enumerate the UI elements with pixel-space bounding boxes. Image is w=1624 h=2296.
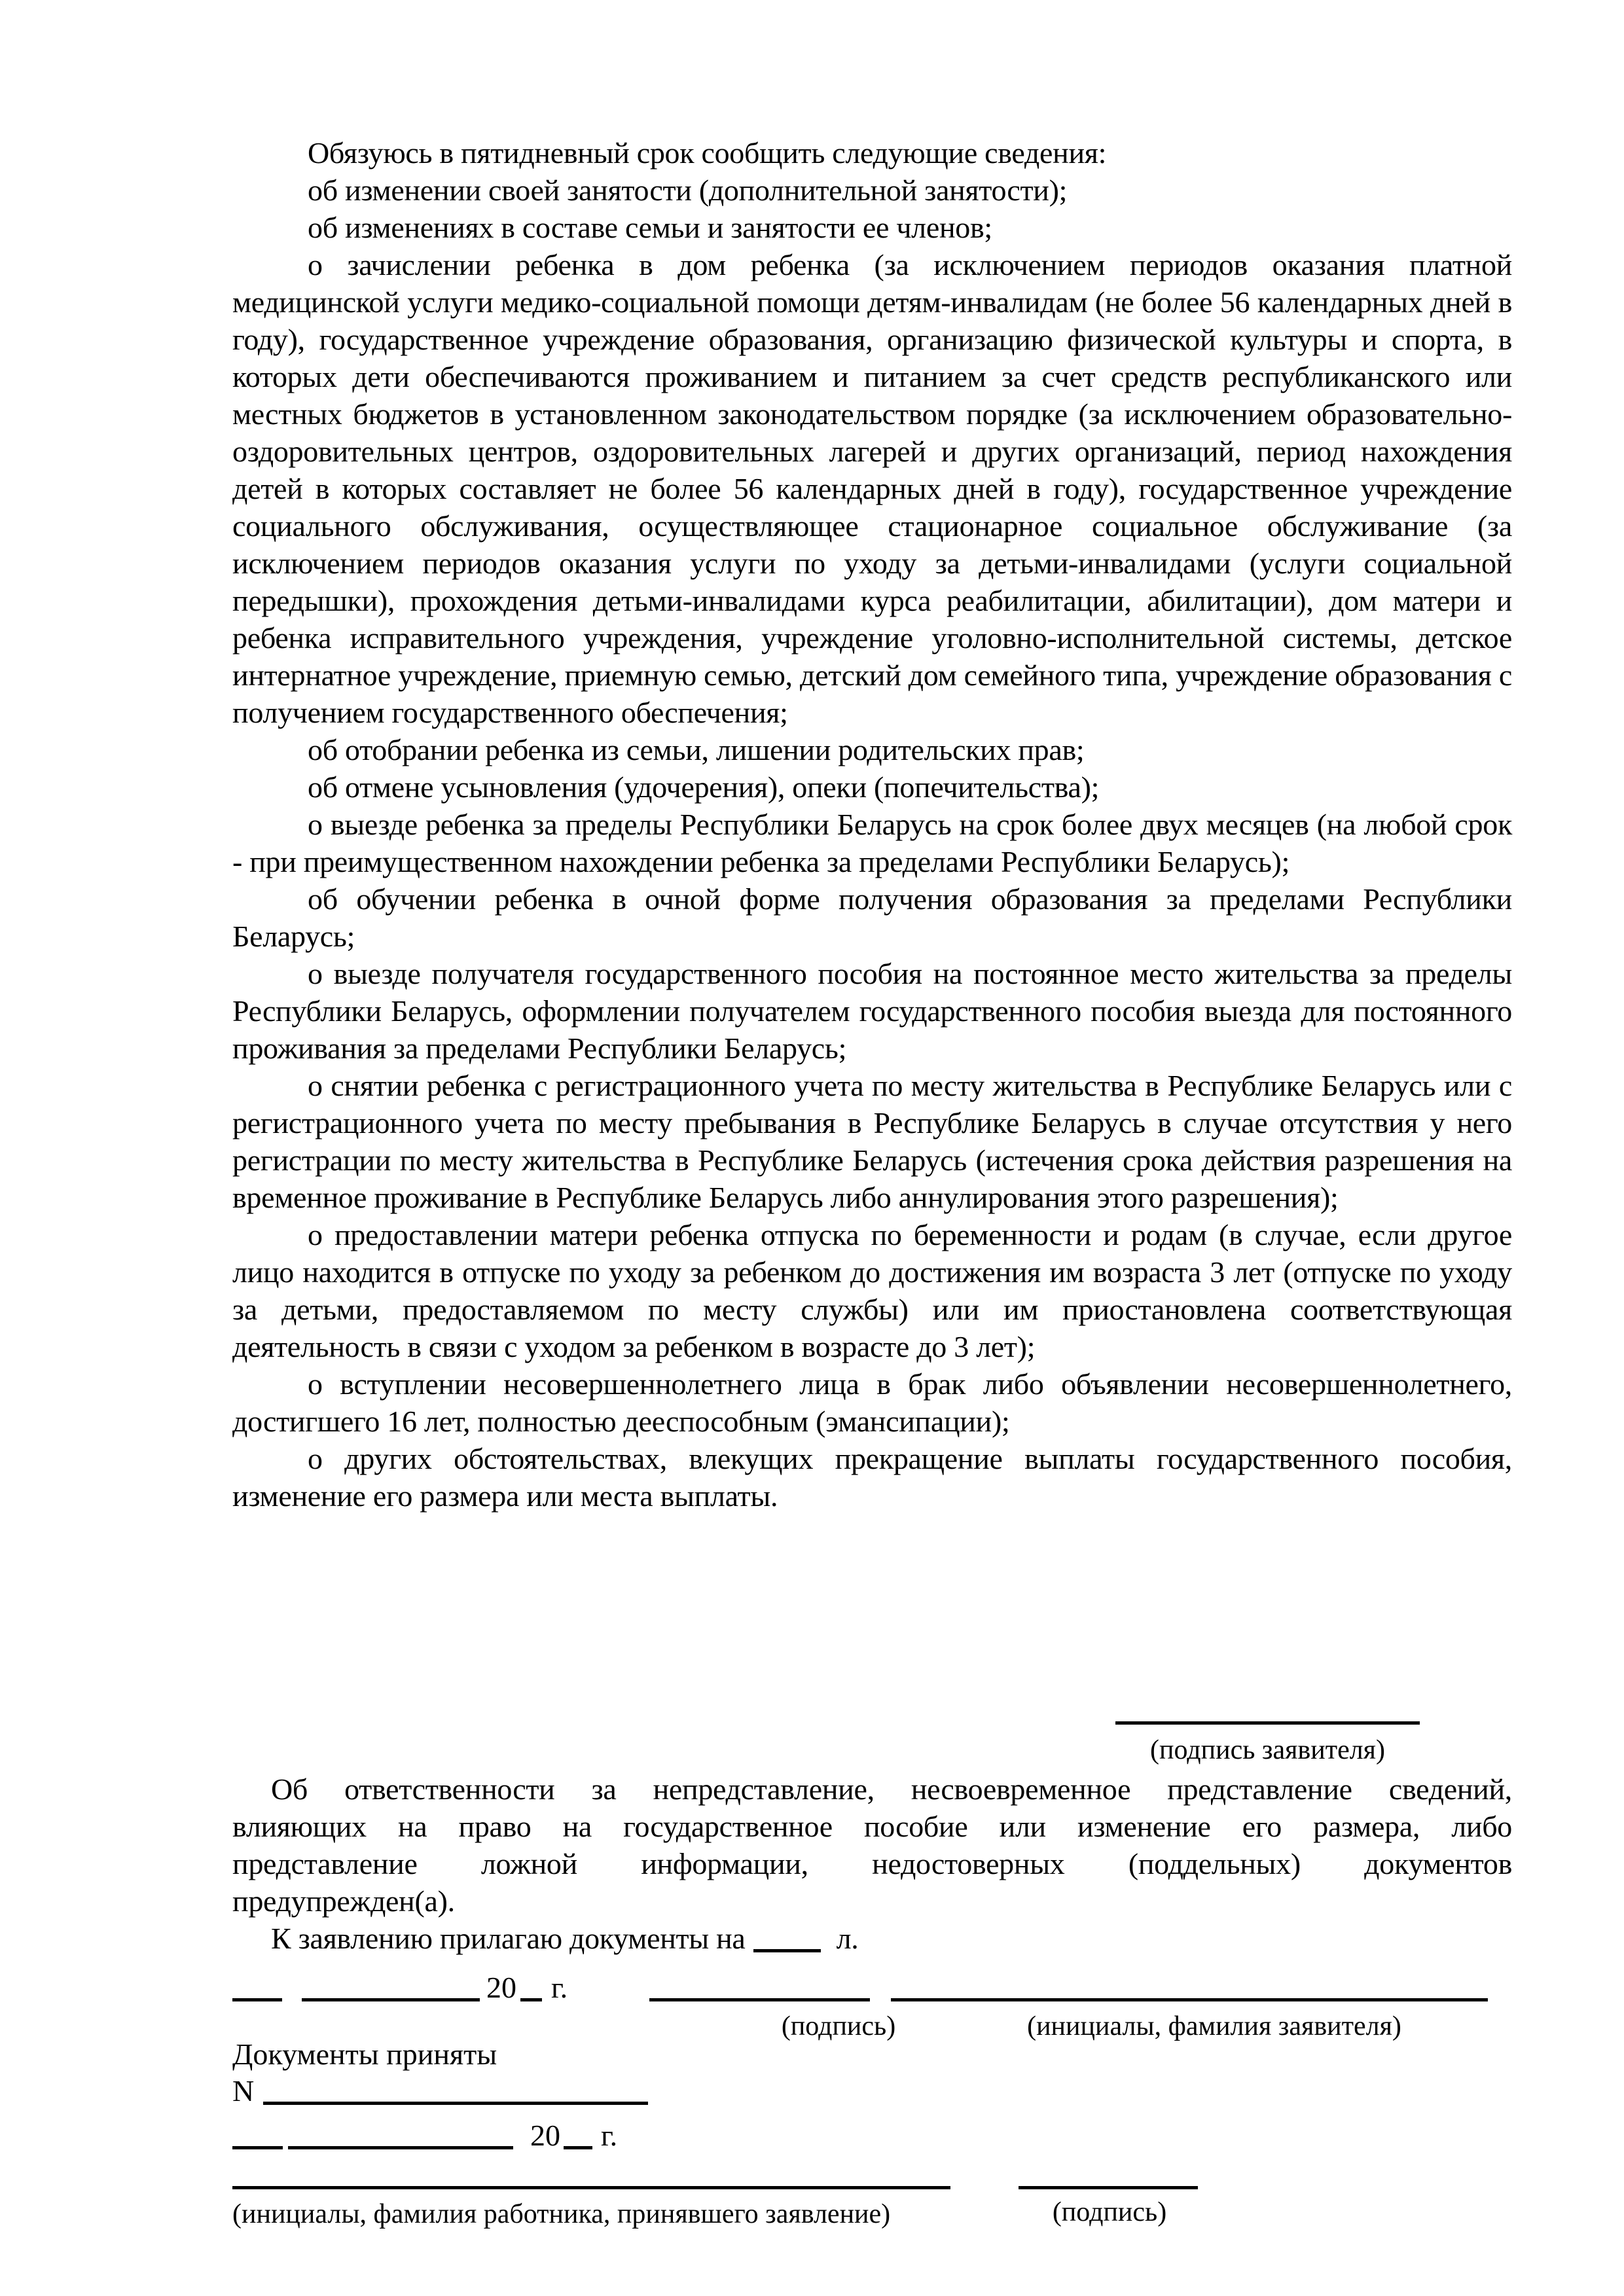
- year-century: 20: [530, 2119, 560, 2152]
- paragraph-obligation-intro: Обязуюсь в пятидневный срок сообщить следующие сведения:: [308, 136, 1107, 170]
- year-century: 20: [486, 1971, 516, 2004]
- applicant-signature-label: (подпись заявителя): [1150, 1735, 1385, 1765]
- applicant-signature-field-blank: [649, 1998, 870, 2001]
- clerk-signature-lines-row: [232, 2157, 1512, 2194]
- year-word: г.: [551, 1971, 568, 2004]
- paragraph-registration-removal: о снятии ребенка с регистрационного учета по месту жительства в Республике Беларусь или с регистрационного учета по месту пребывания в Республике Беларусь в случае отсутствия у него регистрации по месту жительства в Республике Беларусь (истечения срока действия разрешения на временное проживание в Республике Беларусь либо аннулирования этого разрешения);: [232, 1069, 1512, 1214]
- paragraph-education-abroad: об обучении ребенка в очной форме получения образования за пределами Республики Беларусь;: [232, 882, 1512, 953]
- date-month-blank: [302, 1998, 480, 2001]
- responsibility-line: влияющих на право на государственное пособие или изменение его размера, либо: [232, 1810, 1512, 1843]
- paragraph-child-removal: об отобрании ребенка из семьи, лишении родительских прав;: [308, 733, 1085, 766]
- attachment-line: [232, 1920, 1512, 1957]
- applicant-name-label: (инициалы, фамилия заявителя): [1027, 2011, 1401, 2041]
- paragraph-employment-change: об изменении своей занятости (дополнительной занятости);: [308, 173, 1068, 207]
- paragraph-child-institution: о зачислении ребенка в дом ребенка (за исключением периодов оказания платной медицинской услуги медико-социальной помощи детям-инвалидам (не более 56 календарных дней в году), государственное учреждение образования, организацию физической культуры и спорта, в которых дети обеспечиваются проживанием и питанием за счет средств республиканского или местных бюджетов в установленном законодательством порядке (за исключением образовательно-оздоровительных центров, оздоровительных лагерей и других организаций, период нахождения детей в которых составляет не более 56 календарных дней в году), государственное учреждение социального обслуживания, осуществляющее стационарное социальное обслуживание (за исключением периодов оказания услуги по уходу за детьми-инвалидами (услуги социальной передышки), прохождения детьми-инвалидами курса реабилитации, абилитации), дом матери и ребенка исправительного учреждения, учреждение уголовно-исполнительной системы, детское интернатное учреждение, приемную семью, детский дом семейного типа, учреждение образования с получением государственного обеспечения;: [232, 248, 1512, 729]
- date-day-blank: [232, 1998, 282, 2001]
- attachment-sheets-blank: [753, 1949, 821, 1952]
- responsibility-section: [232, 1770, 1512, 1957]
- applicant-date-signature-row: [232, 1969, 1512, 2006]
- paragraph-minor-marriage: о вступлении несовершеннолетнего лица в брак либо объявлении несовершеннолетнего, достигшего 16 лет, полностью дееспособным (эмансипации);: [232, 1367, 1512, 1438]
- date-month-blank: [288, 2146, 513, 2149]
- number-label: N: [232, 2074, 255, 2108]
- responsibility-line: Об ответственности за непредставление, несвоевременное представление сведений,: [271, 1772, 1512, 1806]
- clerk-name-label: (инициалы, фамилия работника, принявшего заявление): [232, 2199, 891, 2229]
- paragraph-recipient-emigration: о выезде получателя государственного пособия на постоянное место жительства за пределы Республики Беларусь, оформлении получателем государственного пособия выезда для постоянного проживания за пределами Республики Беларусь;: [232, 957, 1512, 1065]
- registration-number-row: [232, 2072, 1512, 2109]
- paragraph-other-circumstances: о других обстоятельствах, влекущих прекращение выплаты государственного пособия, изменение его размера или места выплаты.: [232, 1442, 1512, 1513]
- paragraph-family-change: об изменениях в составе семьи и занятости ее членов;: [308, 211, 992, 244]
- document-body: [232, 134, 1512, 1515]
- registration-number-blank: [263, 2102, 648, 2105]
- attachment-prefix: К заявлению прилагаю документы на: [271, 1922, 746, 1955]
- clerk-date-row: [232, 2117, 1512, 2154]
- documents-accepted-text: Документы приняты: [232, 2037, 497, 2071]
- clerk-labels-row: [232, 2194, 1512, 2231]
- paragraph-adoption-cancel: об отмене усыновления (удочерения), опеки (попечительства);: [308, 770, 1100, 804]
- attachment-unit: л.: [836, 1922, 859, 1955]
- date-year-blank: [564, 2146, 592, 2149]
- paragraph-maternity-leave: о предоставлении матери ребенка отпуска по беременности и родам (в случае, если другое лицо находится в отпуске по уходу за ребенком до достижения им возраста 3 лет (отпуске по уходу за детьми, предоставляемом по месту службы) или им приостановлена соответствующая деятельность в связи с уходом за ребенком в возрасте до 3 лет);: [232, 1218, 1512, 1363]
- year-word: г.: [601, 2119, 618, 2152]
- documents-accepted-title: [232, 2036, 1512, 2073]
- clerk-name-blank: [232, 2186, 950, 2189]
- responsibility-line: предупрежден(а).: [232, 1884, 455, 1918]
- responsibility-line: представление ложной информации, недостоверных (поддельных) документов: [232, 1847, 1512, 1880]
- date-day-blank: [232, 2146, 283, 2149]
- signature-label: (подпись): [1052, 2197, 1167, 2227]
- applicant-signature-blank-line: [1115, 1721, 1420, 1725]
- date-year-blank: [520, 1998, 542, 2001]
- signature-label: (подпись): [781, 2011, 896, 2041]
- applicant-name-field-blank: [891, 1998, 1488, 2001]
- clerk-signature-blank: [1019, 2186, 1198, 2189]
- paragraph-child-travel: о выезде ребенка за пределы Республики Беларусь на срок более двух месяцев (на любой срок - при преимущественном нахождении ребенка за пределами Республики Беларусь);: [232, 808, 1512, 878]
